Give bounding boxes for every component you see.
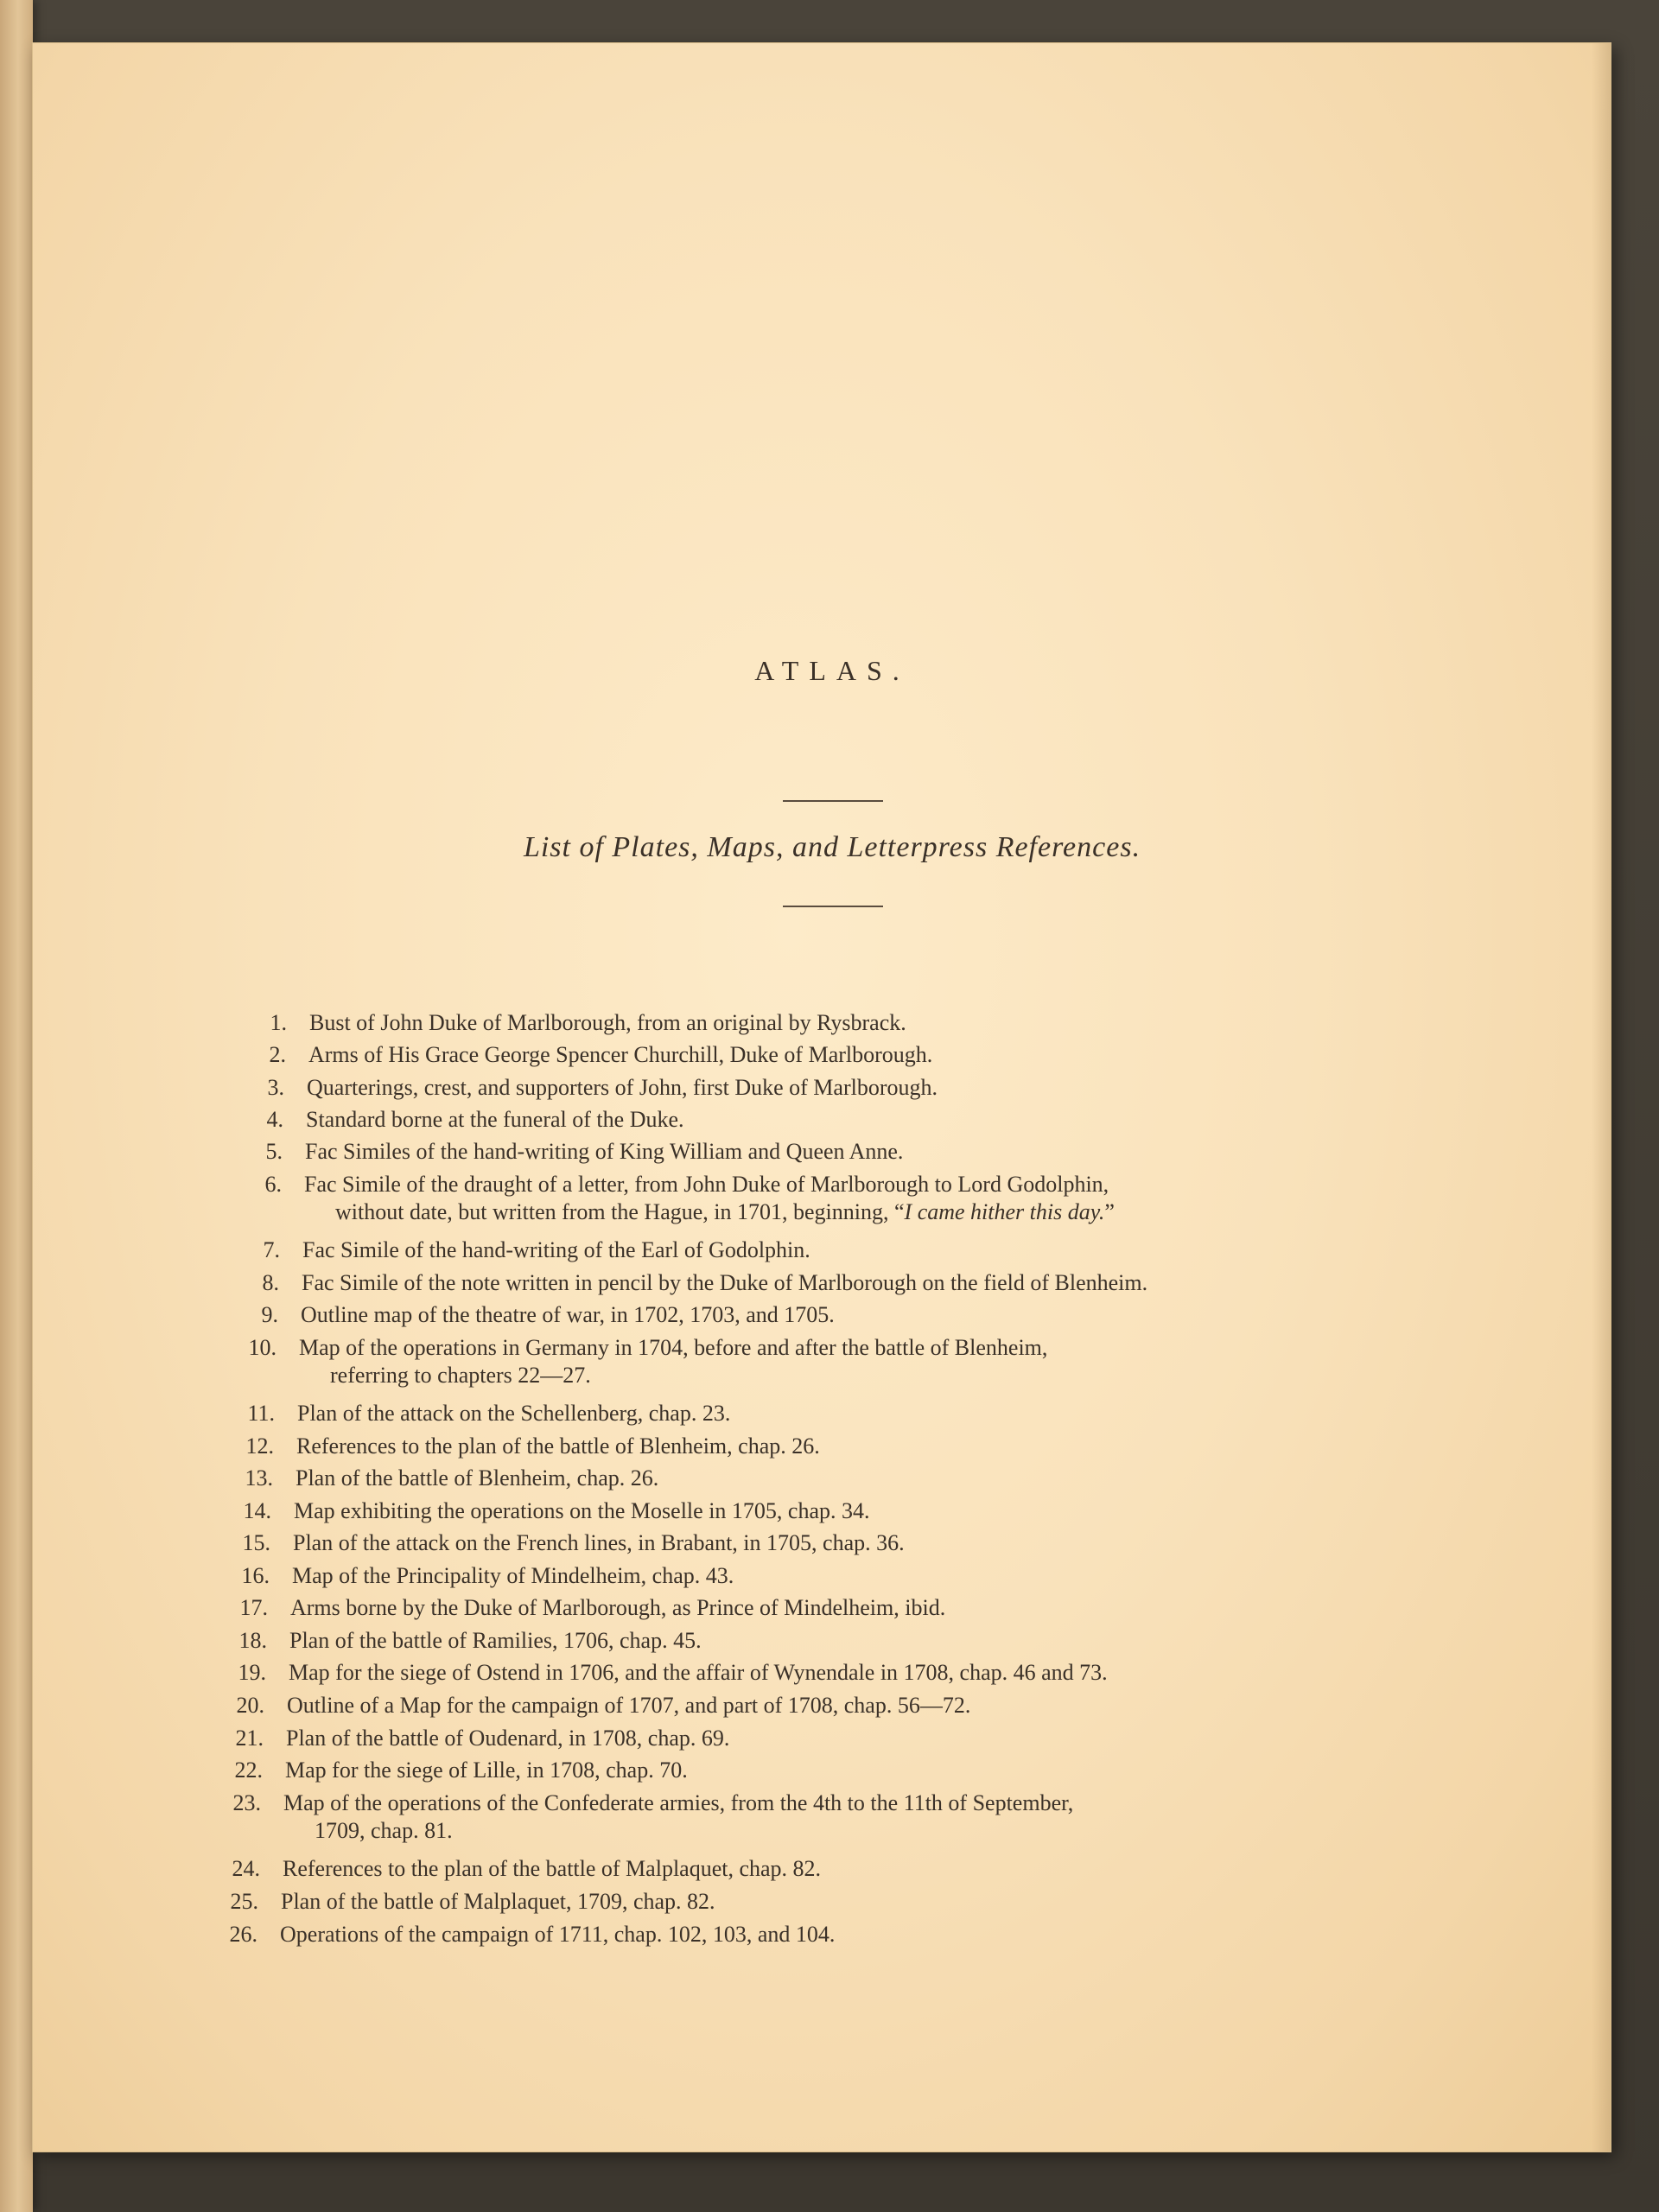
plate-description-continued	[233, 1198, 1253, 1226]
plate-number: 16.	[241, 1563, 270, 1588]
plate-number: 25.	[230, 1889, 258, 1914]
plate-number: 9.	[261, 1302, 278, 1327]
plate-description: Standard borne at the funeral of the Duke.	[306, 1107, 684, 1132]
continuation-text: without date, but written from the Hague, in 1701, beginning, “	[335, 1199, 905, 1224]
list-item	[221, 1562, 1241, 1590]
plate-number: 11.	[247, 1401, 275, 1426]
plate-description: Quarterings, crest, and supporters of John, first Duke of Marlborough.	[307, 1075, 938, 1100]
list-item	[214, 1757, 1234, 1784]
list-item	[238, 1041, 1257, 1069]
continuation-text: referring to chapters 22—27.	[330, 1363, 591, 1388]
list-item	[209, 1921, 1229, 1948]
list-item	[219, 1594, 1239, 1622]
plate-number: 26.	[229, 1922, 257, 1947]
list-item	[218, 1659, 1237, 1687]
plate-number: 19.	[238, 1660, 266, 1685]
list-item	[210, 1888, 1230, 1916]
plate-number: 10.	[248, 1335, 276, 1360]
plate-description: Map for the siege of Ostend in 1706, and the affair of Wynendale in 1708, chap. 46 and 73.	[289, 1660, 1108, 1685]
plate-description: Operations of the campaign of 1711, chap. 102, 103, and 104.	[280, 1922, 836, 1947]
plate-number: 3.	[267, 1075, 284, 1100]
list-item	[212, 1855, 1231, 1883]
plate-number: 21.	[235, 1726, 264, 1751]
plate-description: Fac Simile of the hand-writing of the Earl of Godolphin.	[302, 1237, 810, 1262]
plate-number: 5.	[265, 1139, 283, 1164]
page-subtitle: List of Plates, Maps, and Letterpress References.	[523, 831, 1141, 863]
plate-description: Outline of a Map for the campaign of 1707, and part of 1708, chap. 56—72.	[287, 1693, 971, 1718]
plate-number: 15.	[242, 1530, 270, 1555]
plate-number: 2.	[269, 1042, 286, 1067]
plate-description: References to the plan of the battle of Malplaquet, chap. 82.	[283, 1856, 822, 1881]
plate-number: 14.	[243, 1498, 271, 1523]
plate-description: Arms of His Grace George Spencer Churchill, Duke of Marlborough.	[308, 1042, 933, 1067]
plate-description: Plan of the battle of Blenheim, chap. 26.	[296, 1465, 659, 1491]
continuation-text: 1709, chap. 81.	[315, 1818, 453, 1843]
plate-number: 6.	[264, 1172, 282, 1197]
plate-description: Map for the siege of Lille, in 1708, chap. 70.	[285, 1758, 688, 1783]
list-item	[223, 1497, 1243, 1525]
closing-quote: ”	[1104, 1199, 1115, 1224]
plate-description: Map of the operations of the Confederate armies, from the 4th to the 11th of September,	[283, 1790, 1074, 1815]
list-item	[236, 1074, 1255, 1102]
plate-number: 17.	[239, 1595, 268, 1620]
plate-description: Arms borne by the Duke of Marlborough, as Prince of Mindelheim, ibid.	[290, 1595, 946, 1620]
list-item	[213, 1789, 1232, 1845]
list-item	[219, 1627, 1238, 1655]
plate-description: Plan of the attack on the French lines, in Brabant, in 1705, chap. 36.	[293, 1530, 905, 1555]
book-binding	[0, 0, 33, 2212]
list-item	[238, 1009, 1258, 1037]
list-item	[225, 1465, 1244, 1492]
plate-description-continued	[213, 1817, 1232, 1845]
list-item	[231, 1269, 1250, 1297]
plate-number: 24.	[232, 1856, 260, 1881]
plate-description: Bust of John Duke of Marlborough, from an original by Rysbrack.	[309, 1010, 906, 1035]
book-page	[33, 43, 1611, 2152]
plate-description: Plan of the attack on the Schellenberg, chap. 23.	[297, 1401, 731, 1426]
list-item	[228, 1334, 1248, 1389]
quoted-letter-opening: I came hither this day.	[904, 1199, 1105, 1224]
plate-number: 8.	[262, 1270, 279, 1295]
list-item	[230, 1301, 1249, 1329]
page-edge-shading	[1592, 43, 1611, 2152]
plate-description: Outline map of the theatre of war, in 1702, 1703, and 1705.	[301, 1302, 835, 1327]
plate-number: 22.	[234, 1758, 263, 1783]
divider-rule-top	[783, 800, 883, 802]
plate-description: Plan of the battle of Malplaquet, 1709, chap. 82.	[281, 1889, 715, 1914]
page-title: ATLAS.	[754, 655, 910, 686]
plate-description: References to the plan of the battle of Blenheim, chap. 26.	[296, 1433, 820, 1459]
plate-description: Map of the Principality of Mindelheim, chap. 43.	[292, 1563, 734, 1588]
plate-number: 12.	[245, 1433, 274, 1459]
divider-rule-bottom	[783, 906, 883, 907]
list-item	[234, 1138, 1254, 1166]
list-item	[233, 1171, 1253, 1226]
plate-description: Map exhibiting the operations on the Moselle in 1705, chap. 34.	[294, 1498, 870, 1523]
plate-number: 20.	[236, 1693, 264, 1718]
plate-number: 23.	[232, 1790, 261, 1815]
plate-description-continued	[228, 1362, 1248, 1389]
list-item	[215, 1725, 1235, 1752]
plate-description: Fac Simile of the draught of a letter, from John Duke of Marlborough to Lord Godolphin,	[304, 1172, 1109, 1197]
list-item	[222, 1529, 1242, 1557]
plate-description: Fac Similes of the hand-writing of King William and Queen Anne.	[305, 1139, 904, 1164]
plate-description: Plan of the battle of Ramilies, 1706, chap. 45.	[289, 1628, 702, 1653]
list-item	[216, 1692, 1236, 1719]
plate-number: 1.	[270, 1010, 287, 1035]
list-item	[226, 1433, 1245, 1460]
plate-number: 13.	[245, 1465, 273, 1491]
plate-description: Fac Simile of the note written in pencil by the Duke of Marlborough on the field of Blenheim.	[302, 1270, 1148, 1295]
plate-number: 18.	[238, 1628, 267, 1653]
list-item	[226, 1400, 1246, 1427]
plate-description: Plan of the battle of Oudenard, in 1708, chap. 69.	[286, 1726, 730, 1751]
plate-number: 7.	[263, 1237, 280, 1262]
list-item	[235, 1106, 1255, 1134]
plate-number: 4.	[266, 1107, 283, 1132]
plate-description: Map of the operations in Germany in 1704, before and after the battle of Blenheim,	[299, 1335, 1048, 1360]
list-item	[232, 1236, 1251, 1264]
